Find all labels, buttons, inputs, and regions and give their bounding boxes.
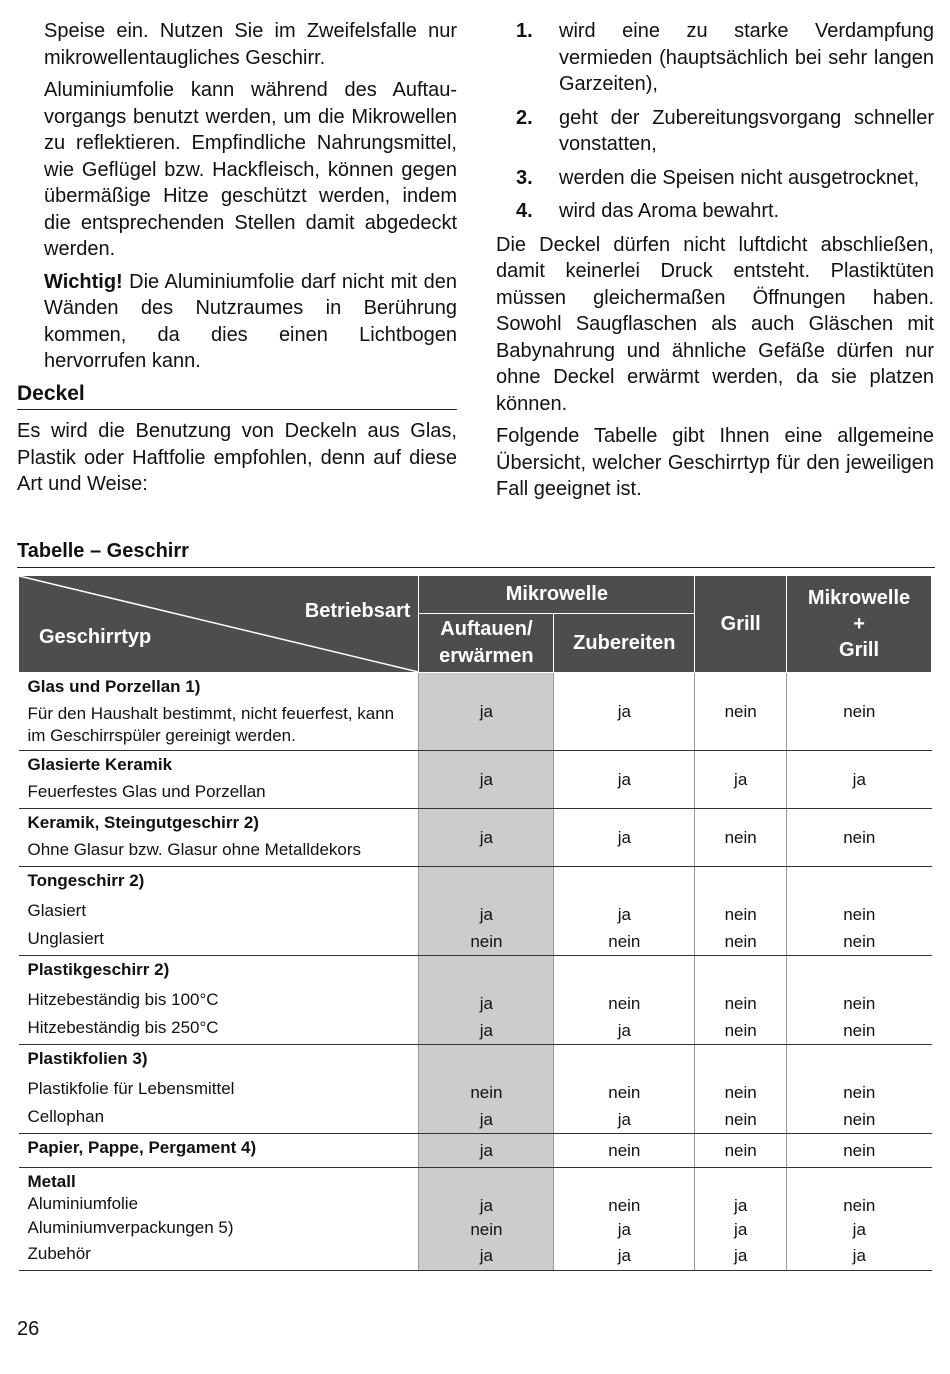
value-cell-zubereiten (554, 867, 695, 956)
value-text: ja (479, 905, 494, 924)
value-cell-grill (695, 809, 787, 867)
table-row (19, 809, 932, 867)
list-text: wird das Aroma bewahrt. (559, 200, 780, 222)
value-cell-mwgrill (787, 1045, 932, 1134)
value-text: ja (479, 770, 494, 789)
warning-text: Die Aluminiumfolie darf nicht mit den Wänden des Nutzraumes in Berührung kommen, da dies einen Lichtbogen hervorrufen kann. (44, 270, 457, 372)
list-number: 1. (516, 20, 533, 42)
header-mw-grill-line2: + (853, 613, 865, 635)
value-text: nein (724, 905, 757, 924)
value-text: nein (843, 828, 876, 847)
value-text: nein (608, 1196, 641, 1215)
geschirr-description-cell (19, 673, 419, 751)
geschirr-sub-item: Plastikfolie für Lebensmittel (27, 1079, 235, 1098)
value-text: ja (734, 1220, 748, 1239)
value-cell-zubereiten (554, 1045, 695, 1134)
header-zubereiten: Zubereiten (554, 614, 695, 673)
value-cell-auftauen (419, 867, 554, 956)
value-cell-grill (695, 1168, 787, 1271)
value-cell-zubereiten (554, 1168, 695, 1271)
geschirr-sub-item: Zubehör (27, 1244, 91, 1263)
geschirr-sub-item: Glasiert (27, 901, 87, 920)
paragraph-aluminium: Aluminiumfolie kann während des Auftauvorgangs benutzt werden, um die Mikrowellen zu reflektieren. Empfindliche Nahrungsmittel, wie Geflügel bzw. Hackfleisch, können gegen übermäßige Hitze geschützt werden, indem die entsprechenden Stellen damit abgedeckt werden. (44, 79, 457, 260)
table-row (19, 673, 932, 751)
geschirr-group-name: Plastikfolien 3) (27, 1049, 148, 1068)
list-item (496, 198, 934, 225)
table-row (19, 1168, 932, 1271)
geschirr-description-cell (19, 1168, 419, 1271)
geschirr-group-name: Metall (27, 1172, 76, 1191)
value-text: nein (843, 905, 876, 924)
list-text: geht der Zubereitungsvorgang schneller vonstatten, (559, 106, 934, 155)
value-text: nein (724, 1141, 757, 1160)
paragraph-intro: Speise ein. Nutzen Sie im Zweifelsfalle nur mikrowellentaugliches Geschirr. (44, 20, 457, 69)
left-column (17, 18, 457, 504)
value-text: nein (724, 828, 757, 847)
header-auftauen: Auftauen/ erwärmen (419, 614, 554, 673)
value-text: ja (617, 1220, 631, 1239)
geschirr-sub-item: Feuerfestes Glas und Porzellan (27, 782, 266, 801)
table-row (19, 751, 932, 809)
value-text: nein (724, 994, 757, 1013)
page-number: 26 (17, 1318, 40, 1340)
value-cell-zubereiten (554, 751, 695, 809)
geschirr-group-name: Plastikgeschirr 2) (27, 960, 170, 979)
value-cell-zubereiten (554, 809, 695, 867)
list-item (496, 18, 934, 98)
header-grill: Grill (695, 576, 787, 673)
value-cell-mwgrill (787, 809, 932, 867)
diagonal-divider (19, 576, 418, 672)
value-text: ja (617, 770, 631, 789)
geschirr-sub-item: Aluminiumfolie (27, 1194, 139, 1213)
value-cell-zubereiten (554, 1134, 695, 1168)
value-text: nein (470, 1083, 503, 1102)
value-text: ja (734, 1196, 748, 1215)
value-text: nein (724, 1021, 757, 1040)
numbered-list (496, 18, 934, 225)
value-text: ja (852, 770, 866, 789)
value-text: ja (734, 1246, 748, 1265)
value-text: ja (479, 1141, 494, 1160)
geschirr-description-cell (19, 1045, 419, 1134)
value-text: nein (843, 1196, 876, 1215)
value-text: nein (608, 932, 641, 951)
value-text: nein (608, 994, 641, 1013)
value-text: nein (608, 1141, 641, 1160)
value-text: ja (852, 1220, 866, 1239)
value-text: ja (617, 1021, 631, 1040)
list-number: 2. (516, 106, 533, 129)
value-text: nein (843, 994, 876, 1013)
value-cell-grill (695, 1045, 787, 1134)
list-text: werden die Speisen nicht ausgetrocknet, (559, 166, 920, 189)
value-text: ja (479, 702, 494, 721)
value-text: nein (843, 932, 876, 951)
list-text: wird eine zu starke Verdampfung vermieden (hauptsächlich bei sehr langen Garzeiten), (559, 20, 934, 95)
value-text: ja (479, 1021, 494, 1040)
value-cell-grill (695, 673, 787, 751)
geschirr-sub-item: Für den Haushalt bestimmt, nicht feuerfest, kann im Geschirrspüler gereinigt werden. (27, 704, 395, 745)
value-text: nein (724, 1083, 757, 1102)
header-diagonal-cell (19, 576, 419, 673)
table-row (19, 1045, 932, 1134)
list-number: 3. (516, 166, 533, 189)
value-text: nein (724, 1110, 757, 1129)
value-text: nein (470, 932, 503, 951)
value-cell-auftauen (419, 809, 554, 867)
paragraph-deckel: Es wird die Benutzung von Deckeln aus Glas, Plastik oder Haftfolie empfohlen, denn auf diese Art und Weise: (17, 420, 457, 495)
table-row (19, 867, 932, 956)
header-mikrowelle-grill (787, 576, 932, 673)
table-row (19, 1134, 932, 1168)
value-text: ja (479, 1196, 494, 1215)
paragraph-table-intro: Folgende Tabelle gibt Ihnen eine allgemeine Übersicht, welcher Geschirrtyp für den jeweiligen Fall geeignet ist. (496, 425, 934, 500)
value-text: ja (617, 1110, 631, 1129)
list-item (496, 105, 934, 158)
geschirr-description-cell (19, 809, 419, 867)
value-text: ja (617, 1246, 631, 1265)
value-cell-grill (695, 1134, 787, 1168)
value-text: ja (617, 905, 631, 924)
value-text: nein (724, 702, 757, 721)
value-text: ja (734, 770, 748, 789)
value-cell-mwgrill (787, 1134, 932, 1168)
table-body (19, 673, 932, 1271)
geschirr-group-name: Keramik, Steingutgeschirr 2) (27, 813, 259, 832)
value-cell-grill (695, 956, 787, 1045)
value-text: nein (843, 1021, 876, 1040)
header-mw-grill-line3: Grill (839, 639, 880, 661)
value-text: nein (470, 1220, 503, 1239)
value-cell-auftauen (419, 956, 554, 1045)
value-text: nein (724, 932, 757, 951)
geschirr-sub-item: Hitzebeständig bis 100°C (27, 990, 219, 1009)
value-cell-grill (695, 867, 787, 956)
value-cell-auftauen (419, 751, 554, 809)
paragraph-lids: Die Deckel dürfen nicht luftdicht abschließen, damit keinerlei Druck entsteht. Plastiktüten müssen gleichermaßen Öffnungen haben. Sowohl Saugflaschen als auch Gläschen mit Babynahrung und ähnliche Gefäße dürfen nur ohne Deckel erwärmt werden, da sie platzen können. (496, 233, 934, 415)
value-text: ja (479, 828, 494, 847)
geschirr-group-name: Glas und Porzellan 1) (27, 677, 201, 696)
header-geschirrtyp: Geschirrtyp (39, 626, 152, 648)
table-title: Tabelle – Geschirr (17, 540, 935, 568)
geschirr-sub-item: Ohne Glasur bzw. Glasur ohne Metalldekors (27, 840, 362, 859)
value-cell-zubereiten (554, 956, 695, 1045)
value-text: ja (479, 1246, 494, 1265)
value-cell-auftauen (419, 1045, 554, 1134)
value-cell-zubereiten (554, 673, 695, 751)
geschirr-description-cell (19, 751, 419, 809)
geschirr-group-name: Papier, Pappe, Pergament 4) (27, 1138, 257, 1157)
value-text: ja (479, 994, 494, 1013)
value-text: nein (608, 1083, 641, 1102)
value-cell-auftauen (419, 1168, 554, 1271)
geschirr-sub-item: Hitzebeständig bis 250°C (27, 1018, 219, 1037)
header-mw-grill-line1: Mikrowelle (807, 587, 911, 609)
geschirr-description-cell (19, 956, 419, 1045)
value-cell-auftauen (419, 673, 554, 751)
table-row (19, 956, 932, 1045)
value-text: ja (617, 828, 631, 847)
warning-label: Wichtig! (44, 270, 123, 293)
header-betriebsart: Betriebsart (304, 600, 411, 622)
value-text: nein (843, 702, 876, 721)
list-item (496, 165, 934, 192)
header-mikrowelle: Mikrowelle (419, 576, 695, 614)
geschirr-description-cell (19, 1134, 419, 1168)
value-text: ja (852, 1246, 866, 1265)
value-text: ja (479, 1110, 494, 1129)
geschirr-group-name: Tongeschirr 2) (27, 871, 145, 890)
value-cell-mwgrill (787, 751, 932, 809)
geschirr-sub-item: Aluminiumverpackungen 5) (27, 1218, 234, 1237)
section-heading-deckel: Deckel (17, 381, 457, 411)
geschirr-description-cell (19, 867, 419, 956)
paragraph-warning (17, 269, 457, 375)
right-column (496, 18, 934, 509)
value-text: nein (843, 1110, 876, 1129)
geschirr-sub-item: Unglasiert (27, 929, 105, 948)
value-cell-mwgrill (787, 956, 932, 1045)
value-text: nein (843, 1141, 876, 1160)
list-number: 4. (516, 200, 533, 222)
value-cell-mwgrill (787, 673, 932, 751)
value-cell-mwgrill (787, 867, 932, 956)
table-header (19, 576, 932, 673)
value-cell-grill (695, 751, 787, 809)
value-cell-mwgrill (787, 1168, 932, 1271)
geschirr-table (18, 575, 932, 1271)
value-text: ja (617, 702, 631, 721)
value-cell-auftauen (419, 1134, 554, 1168)
geschirr-group-name: Glasierte Keramik (27, 755, 173, 774)
geschirr-sub-item: Cellophan (27, 1107, 105, 1126)
value-text: nein (843, 1083, 876, 1102)
